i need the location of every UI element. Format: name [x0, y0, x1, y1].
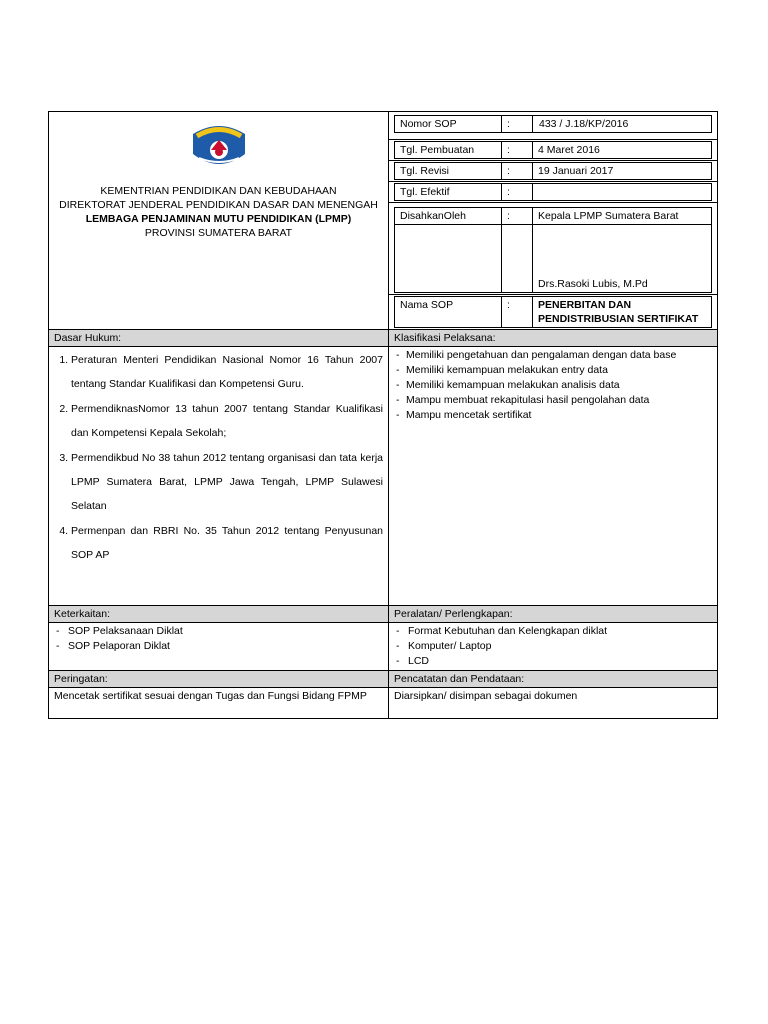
- dasar-hukum-title: Dasar Hukum:: [49, 330, 389, 347]
- separator: :: [502, 297, 533, 328]
- separator: :: [502, 208, 533, 225]
- list-item: - Mampu mencetak sertifikat: [394, 408, 712, 423]
- tgl-revisi-value: 19 Januari 2017: [533, 163, 712, 180]
- nama-sop-line: PENERBITAN DAN: [538, 299, 632, 311]
- list-item: - Mampu membuat rekapitulasi hasil pengolahan data: [394, 393, 712, 408]
- sop-table: [48, 111, 718, 719]
- klasifikasi-list: [389, 347, 718, 606]
- list-item: - Format Kebutuhan dan Kelengkapan diklat: [394, 624, 712, 639]
- tgl-pembuatan-cell: [389, 140, 718, 161]
- list-item: 2. PermendiknasNomor 13 tahun 2007 tentang Standar Kualifikasi dan Kompetensi Kepala Sekolah;: [71, 397, 383, 445]
- directorate-name: DIREKTORAT JENDERAL PENDIDIKAN DASAR DAN MENENGAH: [59, 199, 378, 211]
- list-item: - SOP Pelaksanaan Diklat: [54, 624, 383, 639]
- signer-name: Drs.Rasoki Lubis, M.Pd: [533, 225, 712, 293]
- keterkaitan-list: [49, 623, 389, 671]
- tgl-pembuatan-value: 4 Maret 2016: [533, 142, 712, 159]
- dasar-hukum-list: [49, 347, 389, 606]
- disahkan-cell: [389, 203, 718, 295]
- separator: :: [502, 184, 533, 201]
- nama-sop-value: [533, 297, 712, 328]
- peralatan-title: Peralatan/ Perlengkapan:: [389, 606, 718, 623]
- ministry-name: KEMENTRIAN PENDIDIKAN DAN KEBUDAHAAN: [100, 185, 337, 197]
- sop-document: [48, 111, 717, 719]
- klasifikasi-title: Klasifikasi Pelaksana:: [389, 330, 718, 347]
- disahkan-value: Kepala LPMP Sumatera Barat: [533, 208, 712, 225]
- pencatatan-text: Diarsipkan/ disimpan sebagai dokumen: [389, 688, 718, 719]
- list-item: - LCD: [394, 654, 712, 669]
- disahkan-label: DisahkanOleh: [395, 208, 502, 225]
- tut-wuri-handayani-logo: [189, 120, 249, 172]
- tgl-revisi-label: Tgl. Revisi: [395, 163, 502, 180]
- nomor-sop-cell: [389, 112, 718, 140]
- tgl-efektif-value: [533, 184, 712, 201]
- separator: :: [502, 116, 533, 133]
- list-item: 3. Permendikbud No 38 tahun 2012 tentang organisasi dan tata kerja LPMP Sumatera Barat, LPMP Jawa Tengah, LPMP Sulawesi Selatan: [71, 446, 383, 518]
- keterkaitan-title: Keterkaitan:: [49, 606, 389, 623]
- list-item: - Memiliki kemampuan melakukan analisis data: [394, 378, 712, 393]
- nama-sop-cell: [389, 295, 718, 330]
- separator: :: [502, 163, 533, 180]
- peringatan-text: Mencetak sertifikat sesuai dengan Tugas dan Fungsi Bidang FPMP: [49, 688, 389, 719]
- nama-sop-label: Nama SOP: [395, 297, 502, 328]
- separator: :: [502, 142, 533, 159]
- peralatan-list: [389, 623, 718, 671]
- list-item: - SOP Pelaporan Diklat: [54, 639, 383, 654]
- tgl-pembuatan-label: Tgl. Pembuatan: [395, 142, 502, 159]
- institution-header: [49, 112, 389, 330]
- nomor-sop-value: 433 / J.18/KP/2016: [533, 116, 712, 133]
- tgl-efektif-label: Tgl. Efektif: [395, 184, 502, 201]
- peringatan-title: Peringatan:: [49, 671, 389, 688]
- list-item: - Komputer/ Laptop: [394, 639, 712, 654]
- tgl-revisi-cell: [389, 161, 718, 182]
- list-item: 4. Permenpan dan RBRI No. 35 Tahun 2012 tentang Penyusunan SOP AP: [71, 519, 383, 567]
- list-item: - Memiliki pengetahuan dan pengalaman dengan data base: [394, 348, 712, 363]
- institution-name: LEMBAGA PENJAMINAN MUTU PENDIDIKAN (LPMP): [85, 213, 352, 225]
- province-name: PROVINSI SUMATERA BARAT: [144, 227, 293, 239]
- list-item: 1. Peraturan Menteri Pendidikan Nasional Nomor 16 Tahun 2007 tentang Standar Kualifikasi dan Kompetensi Guru.: [71, 348, 383, 396]
- list-item: - Memiliki kemampuan melakukan entry data: [394, 363, 712, 378]
- nomor-sop-label: Nomor SOP: [395, 116, 502, 133]
- nama-sop-line: PENDISTRIBUSIAN SERTIFIKAT: [538, 313, 699, 325]
- tgl-efektif-cell: [389, 182, 718, 203]
- pencatatan-title: Pencatatan dan Pendataan:: [389, 671, 718, 688]
